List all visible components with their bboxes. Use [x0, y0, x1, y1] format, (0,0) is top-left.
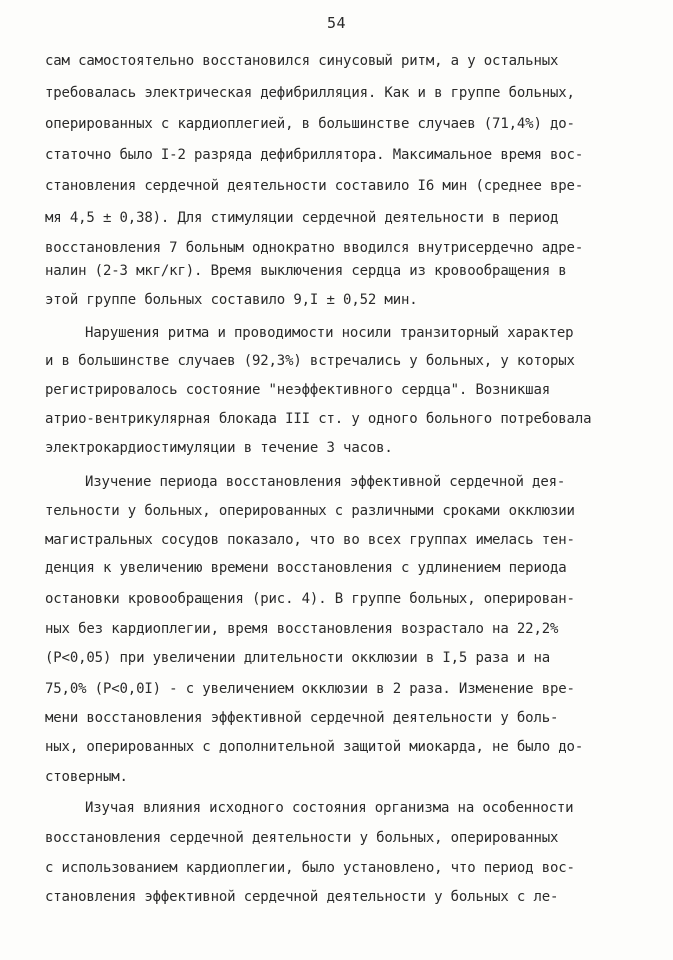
- text-line: ных, оперированных с дополнительной защитой миокарда, не было до-: [45, 739, 584, 755]
- text-line: мя 4,5 ± 0,38). Для стимуляции сердечной деятельности в период: [45, 210, 559, 226]
- text-line: и в большинстве случаев (92,3%) встречались у больных, у которых: [45, 353, 575, 369]
- text-line: магистральных сосудов показало, что во всех группах имелась тен-: [45, 532, 575, 548]
- text-line: налин (2-3 мкг/кг). Время выключения сердца из кровообращения в: [45, 263, 567, 279]
- text-line: восстановления сердечной деятельности у больных, оперированных: [45, 830, 559, 846]
- text-line: требовалась электрическая дефибрилляция. Как и в группе больных,: [45, 85, 575, 101]
- text-line: электрокардиостимуляции в течение 3 часов.: [45, 440, 393, 456]
- text-line: оперированных с кардиоплегией, в большинстве случаев (71,4%) до-: [45, 116, 575, 132]
- page-number: 54: [326, 14, 347, 32]
- text-line: с использованием кардиоплегии, было установлено, что период вос-: [45, 860, 575, 876]
- text-line: остановки кровообращения (рис. 4). В группе больных, оперирован-: [45, 591, 575, 607]
- text-line: становления сердечной деятельности составило I6 мин (среднее вре-: [45, 178, 584, 194]
- text-line: регистрировалось состояние "неэффективного сердца". Возникшая: [45, 382, 551, 398]
- paragraph-start-line: Изучая влияния исходного состояния организма на особенности: [85, 800, 574, 816]
- text-line: восстановления 7 больным однократно вводился внутрисердечно адре-: [45, 240, 584, 256]
- text-line: 75,0% (P<0,0I) - с увеличением окклюзии в 2 раза. Изменение вре-: [45, 681, 575, 697]
- text-line: атрио-вентрикулярная блокада III ст. у одного больного потребовала: [45, 411, 592, 427]
- text-line: ных без кардиоплегии, время восстановления возрастало на 22,2%: [45, 621, 559, 637]
- text-line: становления эффективной сердечной деятельности у больных с ле-: [45, 889, 559, 905]
- text-line: этой группе больных составило 9,I ± 0,52 мин.: [45, 292, 418, 308]
- text-line: стоверным.: [45, 769, 128, 785]
- text-line: сам самостоятельно восстановился синусовый ритм, а у остальных: [45, 53, 559, 69]
- text-line: мени восстановления эффективной сердечной деятельности у боль-: [45, 710, 559, 726]
- text-line: статочно было I-2 разряда дефибриллятора. Максимальное время вос-: [45, 147, 584, 163]
- text-line: тельности у больных, оперированных с различными сроками окклюзии: [45, 503, 575, 519]
- text-line: денция к увеличению времени восстановления с удлинением периода: [45, 560, 567, 576]
- text-line: (P<0,05) при увеличении длительности окклюзии в I,5 раза и на: [45, 650, 551, 666]
- paragraph-start-line: Нарушения ритма и проводимости носили транзиторный характер: [85, 325, 574, 341]
- paragraph-start-line: Изучение периода восстановления эффективной сердечной дея-: [85, 474, 566, 490]
